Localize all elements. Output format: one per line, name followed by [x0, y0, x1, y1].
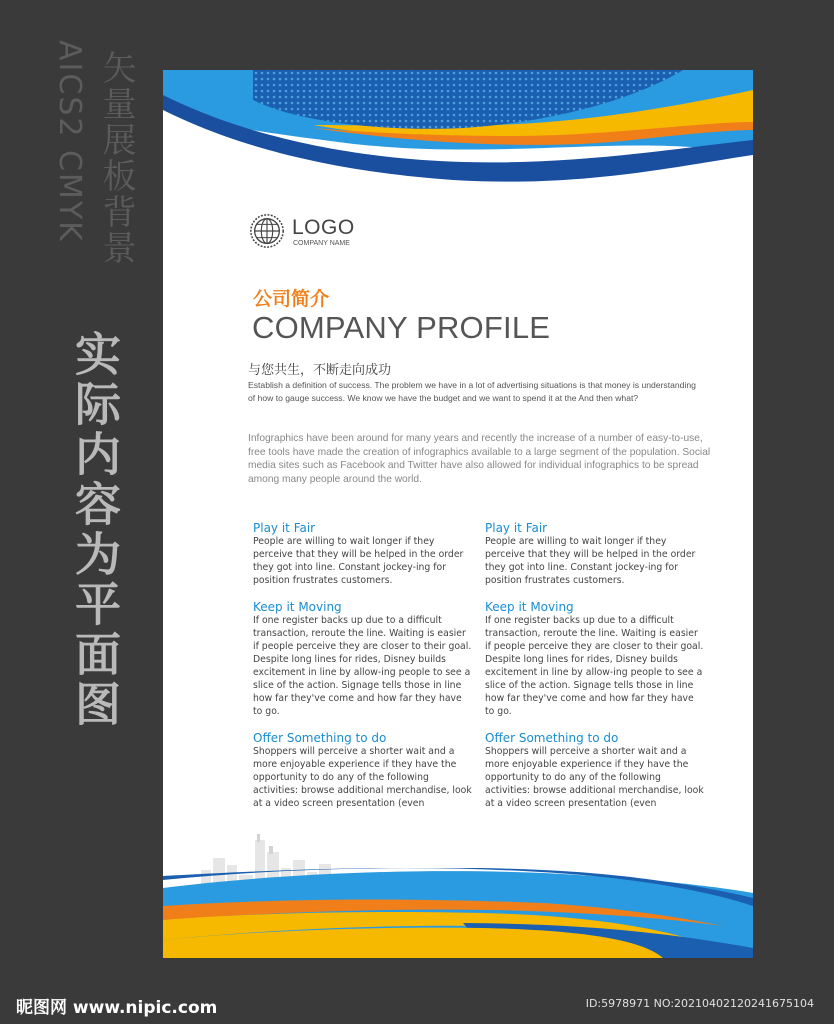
- section-body: Shoppers will perceive a shorter wait and a more enjoyable experience if they have the opportunity to do any of the following activities: browse additional merchandise, look at a video screen presentation (even: [253, 746, 472, 809]
- side-big-cn: 实际内容为平面图: [68, 330, 122, 730]
- logo-company-name: COMPANY NAME: [293, 240, 350, 247]
- side-vertical-en: AICS2 CMYK: [52, 40, 87, 243]
- section-offer-something: [485, 731, 705, 810]
- section-offer-something: [253, 731, 473, 810]
- side-vertical-cn: 矢量展板背景: [96, 50, 136, 266]
- globe-icon: [248, 212, 286, 250]
- section-title: Keep it Moving: [253, 600, 342, 614]
- section-play-it-fair: [485, 521, 705, 587]
- intro-paragraph-1: Establish a definition of success. The problem we have in a lot of advertising situations is that money is understanding of how to gauge success. We know we have the budget and we want to spend it at the And then what?: [248, 380, 696, 403]
- section-body: Shoppers will perceive a shorter wait and a more enjoyable experience if they have the opportunity to do any of the following activities: browse additional merchandise, look at a video screen presentation (even: [485, 746, 704, 809]
- section-title: Play it Fair: [253, 521, 316, 535]
- intro-paragraph-2: Infographics have been around for many years and recently the increase of a number of easy-to-use, free tools have made the creation of infographics available to a large segment of the population. Social media sites such as Facebook and Twitter have also allowed for individual infographics to be spread among many people around the world.: [248, 433, 711, 486]
- section-title: Keep it Moving: [485, 600, 574, 614]
- footer-image-id: ID:5978971 NO:20210402120241675104: [585, 997, 814, 1010]
- top-wave-decoration: [163, 70, 753, 200]
- poster: [163, 70, 753, 958]
- page-title: COMPANY PROFILE: [252, 310, 551, 345]
- section-play-it-fair: [253, 521, 473, 587]
- section-title: Offer Something to do: [485, 731, 619, 745]
- section-keep-it-moving: [253, 600, 473, 718]
- section-keep-it-moving: [485, 600, 705, 718]
- title-chinese: 公司简介: [253, 288, 330, 310]
- footer-site-watermark: 昵图网 www.nipic.com: [16, 998, 218, 1018]
- section-title: Offer Something to do: [253, 731, 387, 745]
- logo-text: LOGO: [292, 216, 355, 239]
- section-body: People are willing to wait longer if they perceive that they will be helped in the order they got into line. Constant jockey-ing for position frustrates customers.: [253, 536, 464, 586]
- slogan: 与您共生，不断走向成功: [248, 363, 392, 378]
- section-title: Play it Fair: [485, 521, 548, 535]
- section-body: If one register backs up due to a difficult transaction, reroute the line. Waiting is easier if people perceive they are closer to their goal. Despite long lines for rides, Disney builds excitement in line by allow-ing people to see a slice of the action. Signage tells those in line how far they've come and how far they have to go.: [485, 615, 704, 717]
- section-body: If one register backs up due to a difficult transaction, reroute the line. Waiting is easier if people perceive they are closer to their goal. Despite long lines for rides, Disney builds excitement in line by allow-ing people to see a slice of the action. Signage tells those in line how far they've come and how far they have to go.: [253, 615, 472, 717]
- bottom-wave-decoration: [163, 868, 753, 958]
- section-body: People are willing to wait longer if they perceive that they will be helped in the order they got into line. Constant jockey-ing for position frustrates customers.: [485, 536, 696, 586]
